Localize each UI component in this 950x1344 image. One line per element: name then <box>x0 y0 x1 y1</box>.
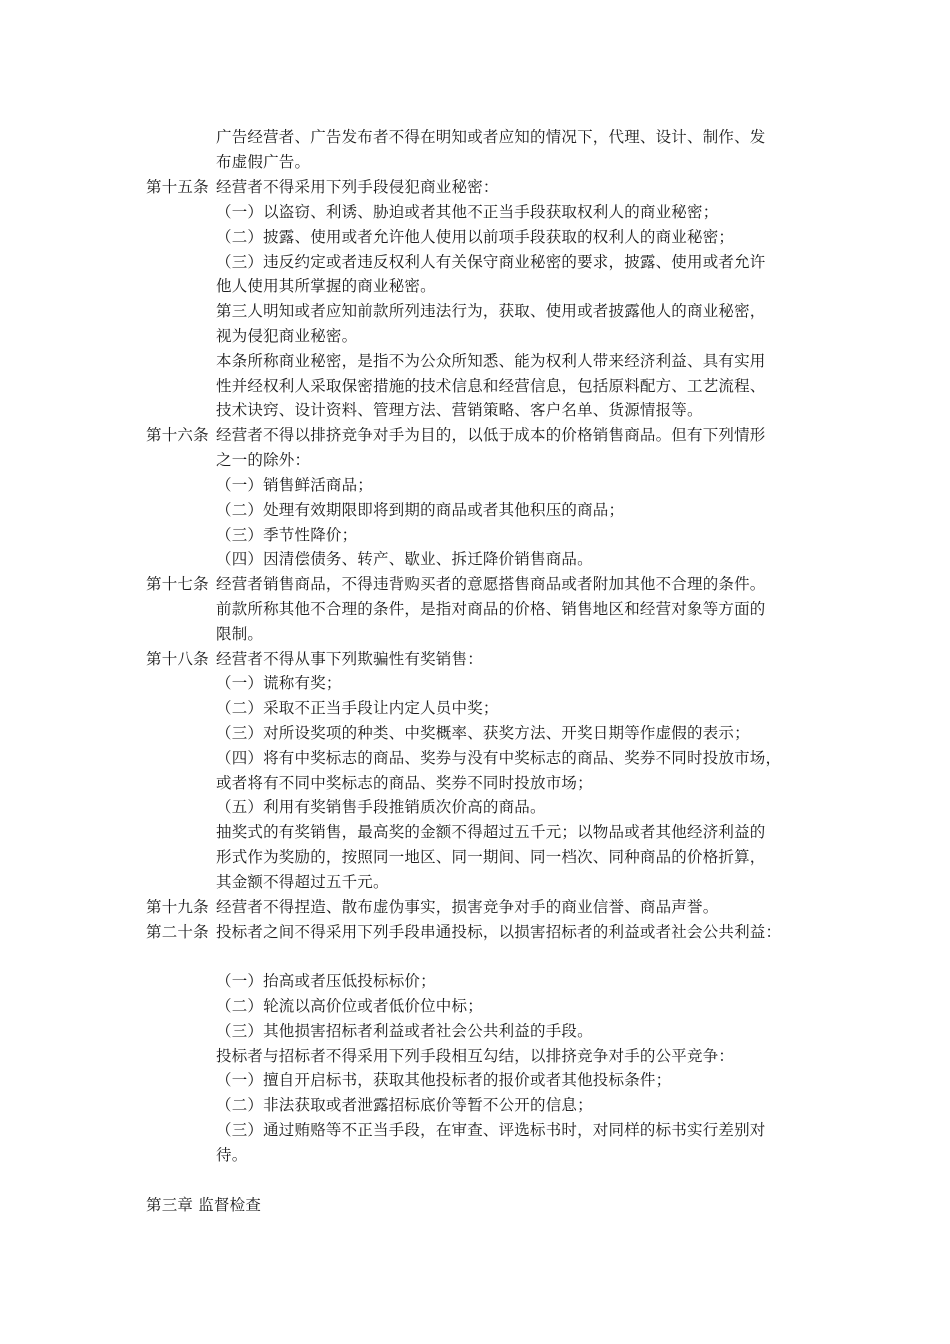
text-line: 投标者与招标者不得采用下列手段相互勾结，以排挤竞争对手的公平竞争： <box>216 1047 735 1065</box>
article-label: 第十七条 <box>146 575 209 593</box>
text-line: 性并经权利人采取保密措施的技术信息和经营信息，包括原料配方、工艺流程、 <box>216 377 766 395</box>
article-label: 第十五条 <box>146 178 209 196</box>
list-item: （一）销售鲜活商品； <box>216 476 374 494</box>
article-20 <box>146 920 781 944</box>
article-label: 第十六条 <box>146 426 209 444</box>
text-line: 待。 <box>216 1146 248 1164</box>
text-line: 视为侵犯商业秘密。 <box>216 327 358 345</box>
text-line: 本条所称商业秘密，是指不为公众所知悉、能为权利人带来经济利益、具有实用 <box>216 352 766 370</box>
list-item: （三）违反约定或者违反权利人有关保守商业秘密的要求，披露、使用或者允许 <box>216 253 766 271</box>
article-19 <box>146 895 718 919</box>
text-line: 其金额不得超过五千元。 <box>216 873 389 891</box>
list-item: （二）采取不正当手段让内定人员中奖； <box>216 699 499 717</box>
list-item: （三）对所设奖项的种类、中奖概率、获奖方法、开奖日期等作虚假的表示； <box>216 724 750 742</box>
article-text: 经营者不得以排挤竞争对手为目的，以低于成本的价格销售商品。但有下列情形 <box>216 426 766 444</box>
text-line: 之一的除外： <box>216 451 311 469</box>
list-item: （三）通过贿赂等不正当手段，在审查、评选标书时，对同样的标书实行差别对 <box>216 1121 766 1139</box>
article-text: 经营者不得捏造、散布虚伪事实，损害竞争对手的商业信誉、商品声誉。 <box>216 898 719 916</box>
list-item: （一）谎称有奖； <box>216 674 342 692</box>
text-line: 限制。 <box>216 625 264 643</box>
list-item: （三）季节性降价； <box>216 526 358 544</box>
text-line: 他人使用其所掌握的商业秘密。 <box>216 277 436 295</box>
list-item: （三）其他损害招标者利益或者社会公共利益的手段。 <box>216 1022 593 1040</box>
article-label: 第十八条 <box>146 650 209 668</box>
article-18 <box>146 647 483 671</box>
list-item: （二）处理有效期限即将到期的商品或者其他积压的商品； <box>216 501 625 519</box>
article-text: 经营者不得采用下列手段侵犯商业秘密： <box>216 178 499 196</box>
text-line: 广告经营者、广告发布者不得在明知或者应知的情况下，代理、设计、制作、发 <box>216 128 766 146</box>
list-item: （二）轮流以高价位或者低价位中标； <box>216 997 483 1015</box>
list-item: （四）因清偿债务、转产、歇业、拆迁降价销售商品。 <box>216 550 593 568</box>
article-label: 第十九条 <box>146 898 209 916</box>
article-text: 投标者之间不得采用下列手段串通投标，以损害招标者的利益或者社会公共利益： <box>216 923 782 941</box>
article-text: 经营者不得从事下列欺骗性有奖销售： <box>216 650 483 668</box>
list-item: （一）以盗窃、利诱、胁迫或者其他不正当手段获取权利人的商业秘密； <box>216 203 719 221</box>
text-line: 抽奖式的有奖销售，最高奖的金额不得超过五千元；以物品或者其他经济利益的 <box>216 823 766 841</box>
article-text: 经营者销售商品，不得违背购买者的意愿搭售商品或者附加其他不合理的条件。 <box>216 575 766 593</box>
list-item: （一）擅自开启标书，获取其他投标者的报价或者其他投标条件； <box>216 1071 672 1089</box>
text-line: 布虚假广告。 <box>216 153 311 171</box>
text-line: 前款所称其他不合理的条件，是指对商品的价格、销售地区和经营对象等方面的 <box>216 600 766 618</box>
text-line: 技术诀窍、设计资料、管理方法、营销策略、客户名单、货源情报等。 <box>216 401 703 419</box>
list-item: （一）抬高或者压低投标标价； <box>216 972 436 990</box>
text-line: 第三人明知或者应知前款所列违法行为，获取、使用或者披露他人的商业秘密， <box>216 302 766 320</box>
list-item: （二）非法获取或者泄露招标底价等暂不公开的信息； <box>216 1096 593 1114</box>
article-16 <box>146 423 766 447</box>
list-item: （四）将有中奖标志的商品、奖券与没有中奖标志的商品、奖券不同时投放市场， <box>216 749 782 767</box>
text-line: 或者将有不同中奖标志的商品、奖券不同时投放市场； <box>216 774 593 792</box>
chapter-heading: 第三章 监督检查 <box>146 1196 262 1214</box>
list-item: （五）利用有奖销售手段推销质次价高的商品。 <box>216 798 546 816</box>
list-item: （二）披露、使用或者允许他人使用以前项手段获取的权利人的商业秘密； <box>216 228 735 246</box>
article-15 <box>146 175 499 199</box>
text-line: 形式作为奖励的，按照同一地区、同一期间、同一档次、同种商品的价格折算， <box>216 848 766 866</box>
article-label: 第二十条 <box>146 923 209 941</box>
article-17 <box>146 572 766 596</box>
